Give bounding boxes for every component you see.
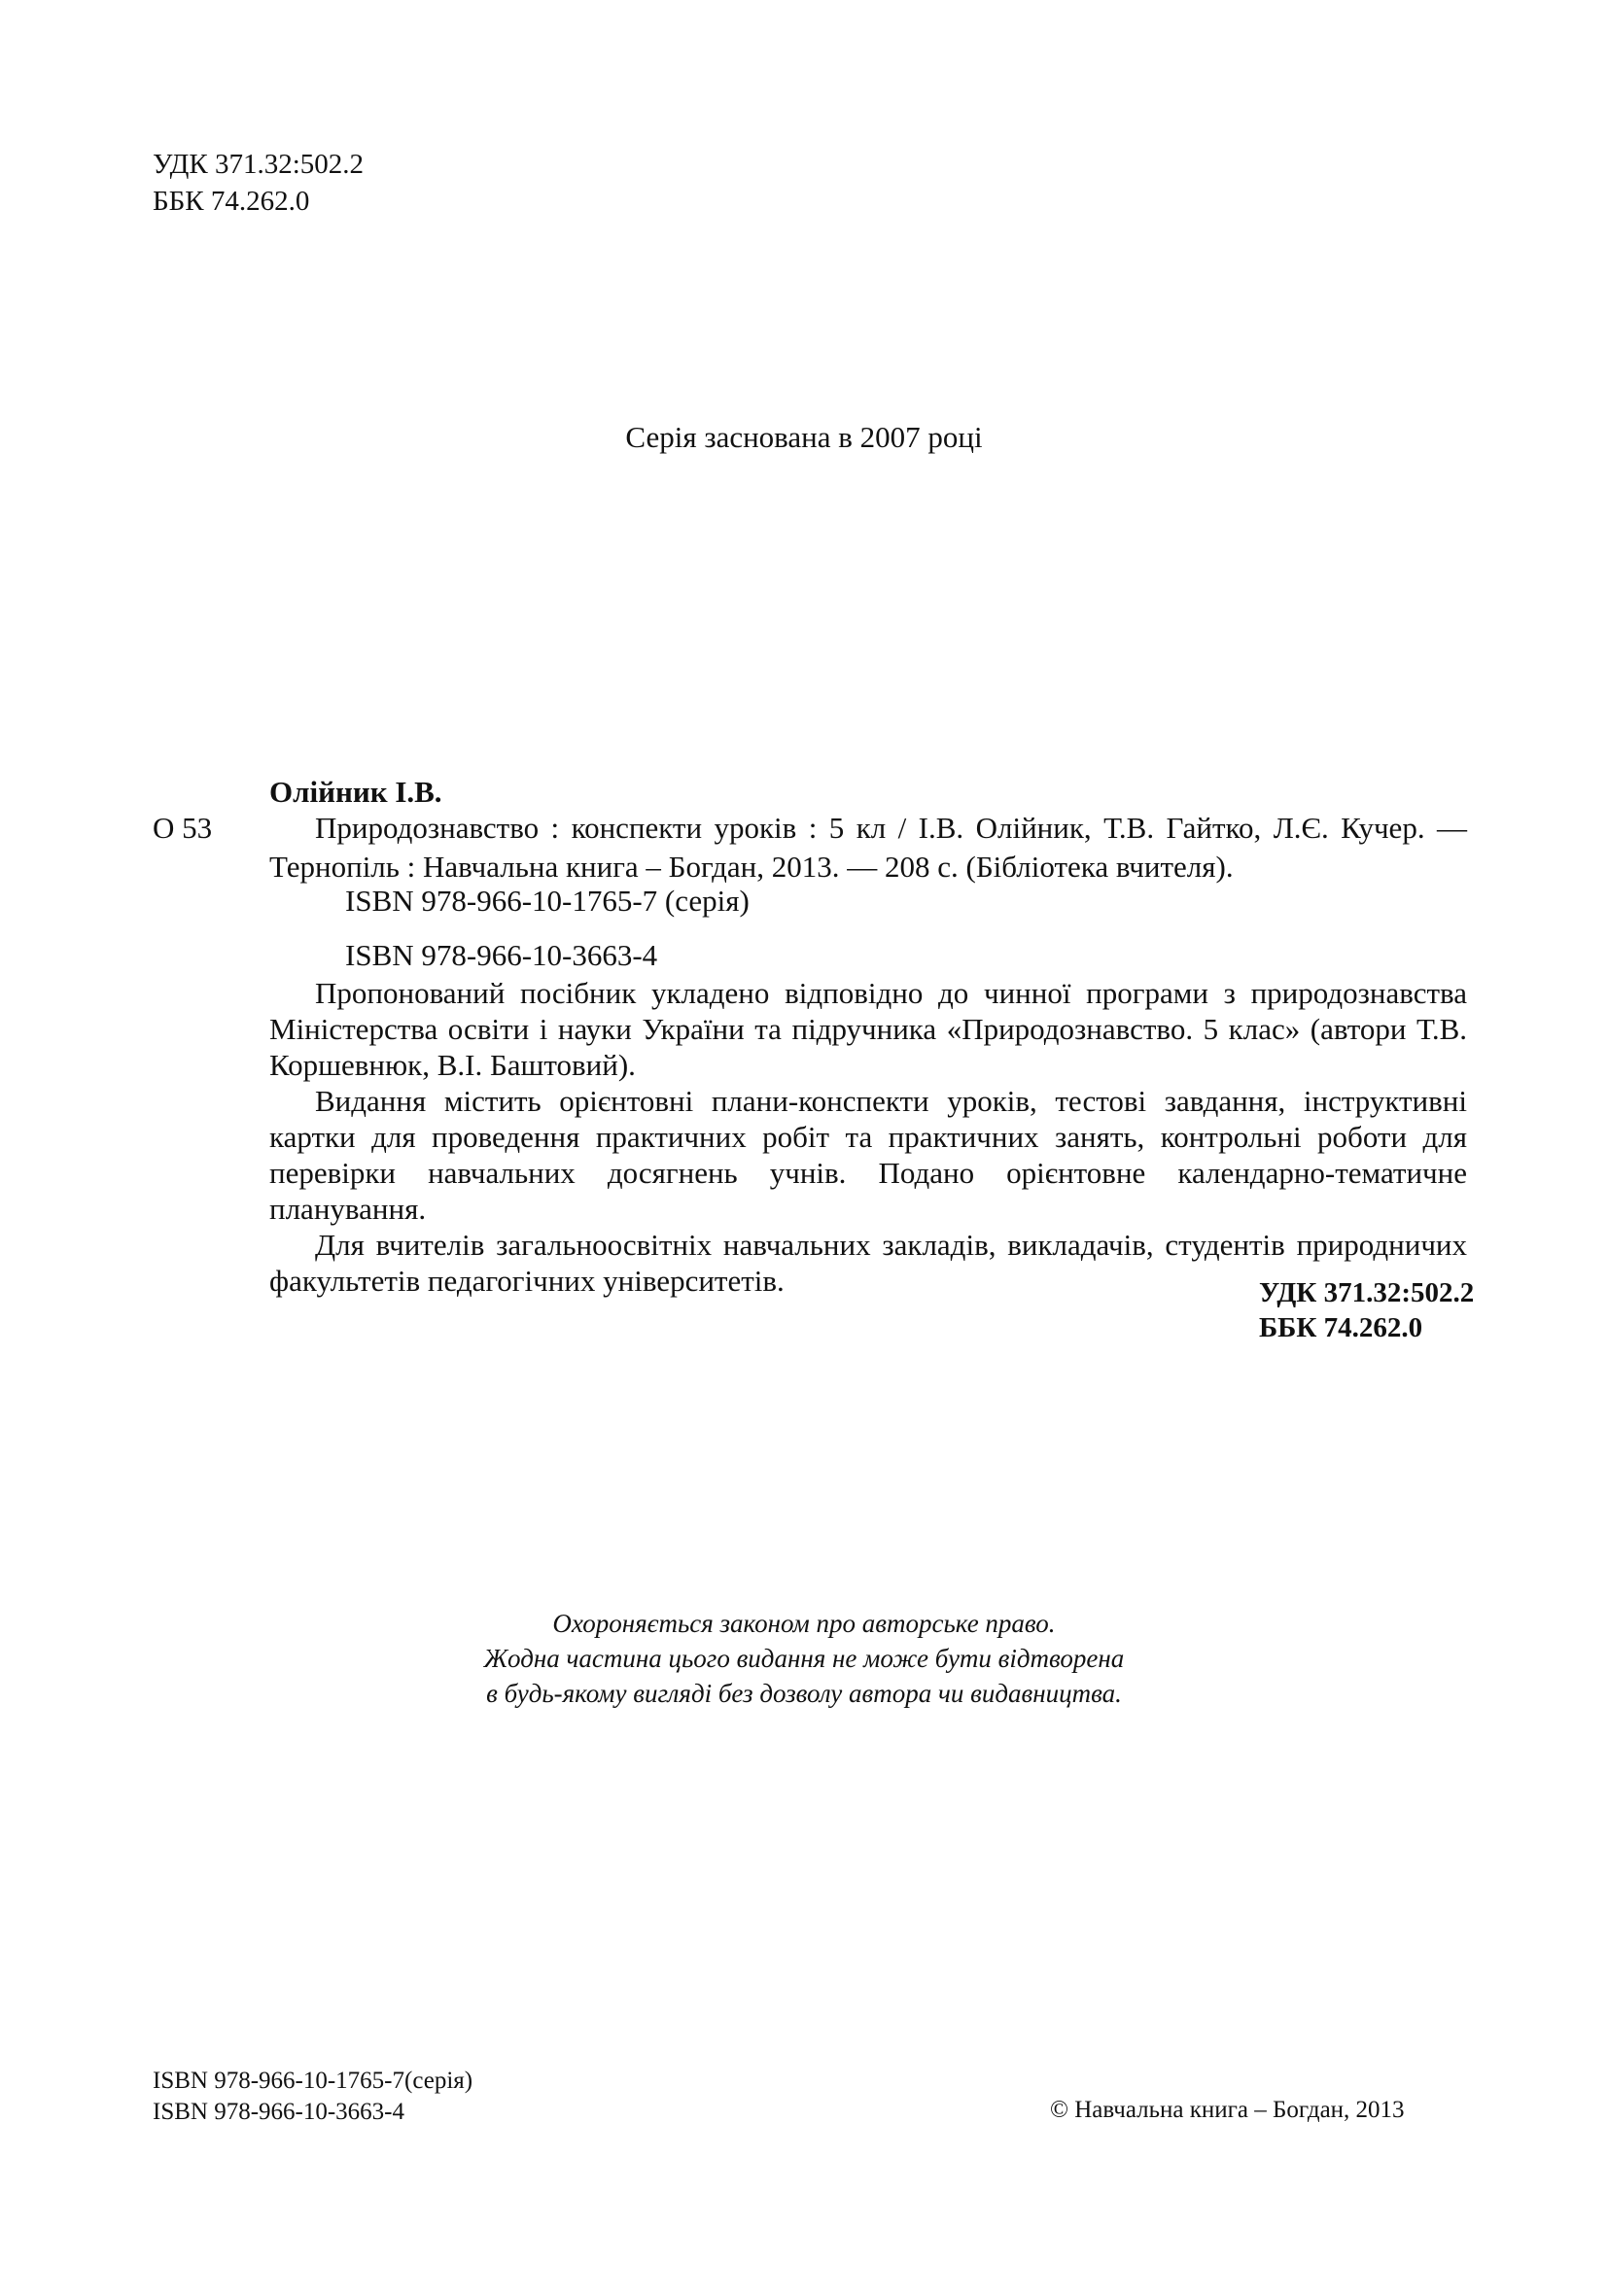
- series-note: Серія заснована в 2007 році: [625, 420, 983, 454]
- right-udk-code: УДК 371.32:502.2: [1259, 1277, 1475, 1308]
- publisher-copyright: © Навчальна книга – Богдан, 2013: [1050, 2097, 1405, 2123]
- catalog-entry: [269, 809, 1467, 887]
- annotation-paragraph-1: Пропонований посібник укладено відповідно до чинної програми з природознавства Міністерства освіти і науки України та підручника «Природознавство. 5 клас» (автори Т.В. Коршевнюк, В.І. Баштовий).: [269, 976, 1467, 1082]
- annotation-paragraph-3: Для вчителів загальноосвітніх навчальних закладів, викладачів, студентів природничих факультетів педагогічних університетів.: [269, 1228, 1467, 1298]
- catalog-isbn-series: ISBN 978-966-10-1765-7 (серія): [345, 884, 750, 918]
- copyright-notice-line3: в будь-якому вигляді без дозволу автора чи видавництва.: [486, 1679, 1122, 1708]
- right-bbk-code: ББК 74.262.0: [1259, 1312, 1423, 1343]
- annotation-paragraph-2: Видання містить орієнтовні плани-конспекти уроків, тестові завдання, інструктивні картки для проведення практичних робіт та практичних занять, контрольні роботи для перевірки навчальних досягнень учнів. Подано орієнтовне календарно-тематичне планування.: [269, 1084, 1467, 1226]
- annotation: [269, 975, 1467, 1299]
- catalog-author: Олійник І.В.: [269, 775, 442, 809]
- top-bbk-code: ББК 74.262.0: [153, 186, 310, 217]
- bottom-isbn-book: ISBN 978-966-10-3663-4: [153, 2099, 405, 2125]
- copyright-notice-line2: Жодна частина цього видання не може бути відтворена: [483, 1644, 1125, 1673]
- catalog-author-code: О 53: [153, 811, 213, 845]
- copyright-notice-line1: Охороняється законом про авторське право.: [552, 1609, 1056, 1638]
- bottom-isbn-series: ISBN 978-966-10-1765-7(серія): [153, 2068, 473, 2094]
- catalog-entry-line1: Природознавство : конспекти уроків : 5 кл / І.В. Олійник, Т.В. Гайтко, Л.Є. Кучер. —: [315, 811, 1467, 845]
- top-classification-codes: [153, 146, 364, 220]
- copyright-notice: [0, 1606, 1608, 1711]
- catalog-isbn-book: ISBN 978-966-10-3663-4: [345, 938, 658, 972]
- bottom-isbn-block: [153, 2066, 472, 2128]
- right-classification-codes: [1259, 1275, 1474, 1345]
- top-udk-code: УДК 371.32:502.2: [153, 149, 365, 180]
- catalog-entry-line2: Тернопіль : Навчальна книга – Богдан, 2013. — 208 с. (Бібліотека вчителя).: [269, 850, 1234, 884]
